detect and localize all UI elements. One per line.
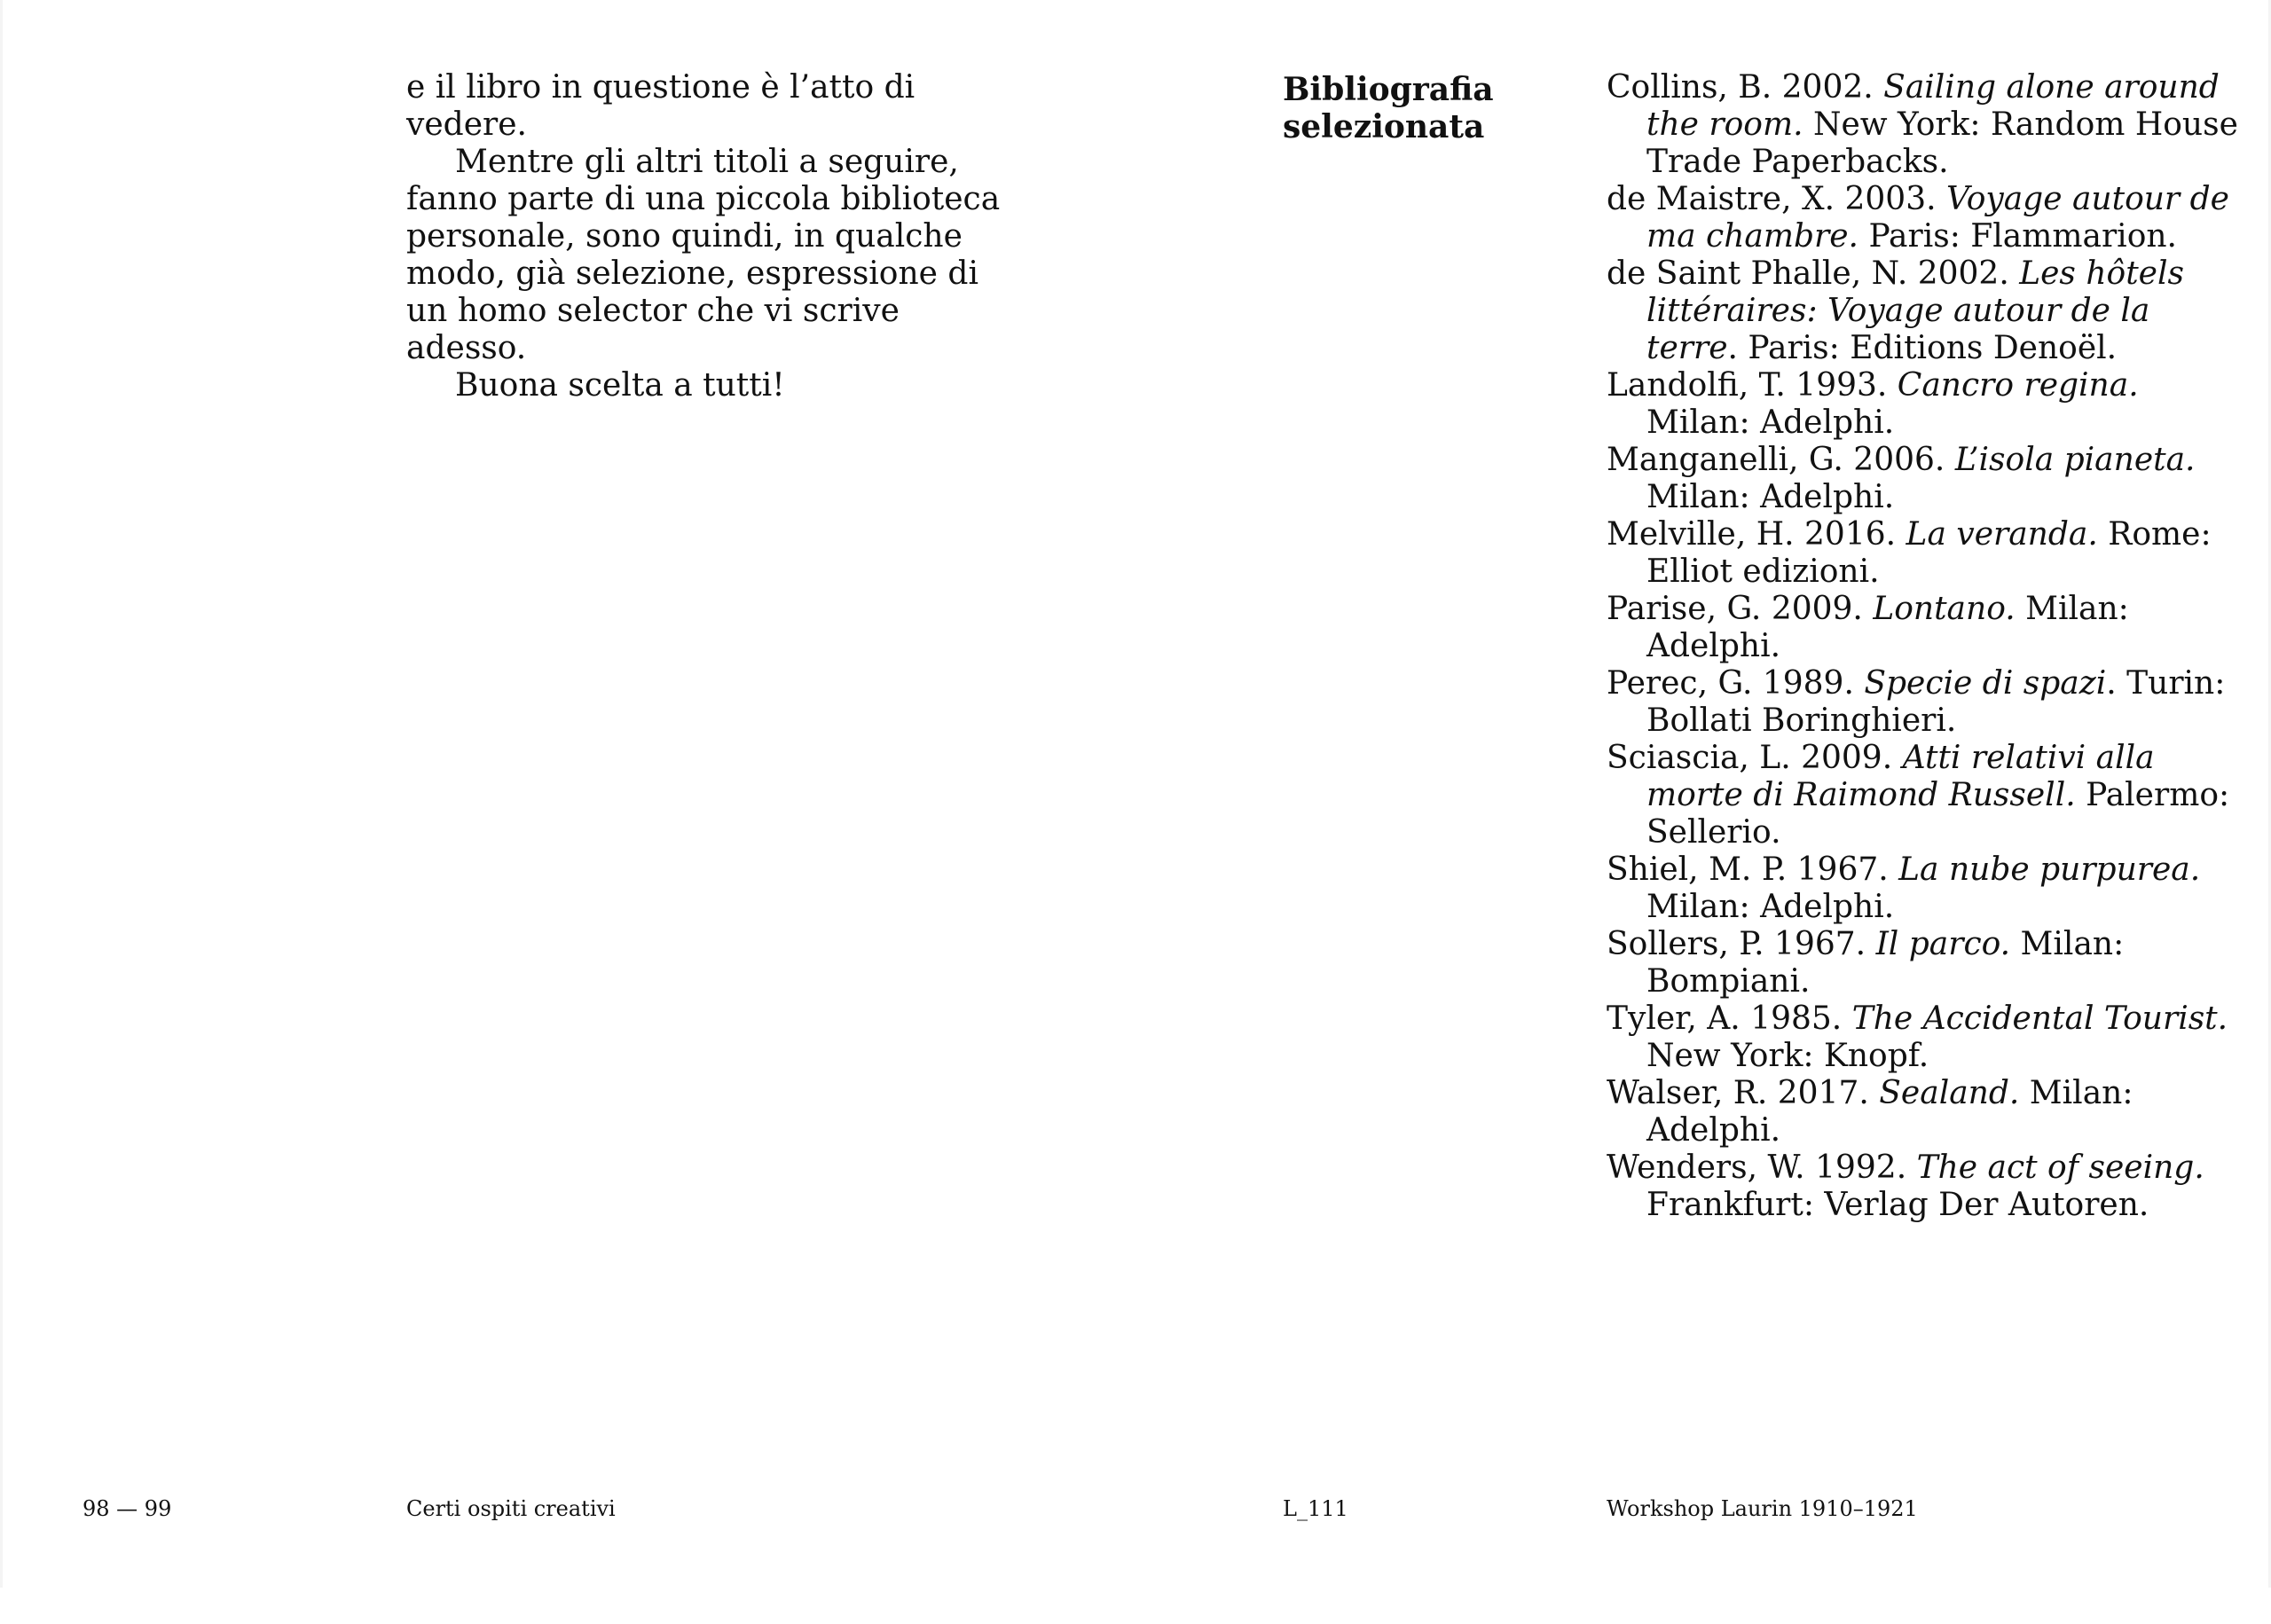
entry-title: La nube purpurea.	[1898, 851, 2201, 888]
entry-author-year: Wenders, W. 1992.	[1607, 1149, 1917, 1186]
entry-publisher: Milan: Adelphi.	[1646, 1075, 2133, 1149]
entry-author-year: Sollers, P. 1967.	[1607, 926, 1876, 962]
paragraph: Buona scelta a tutti!	[455, 367, 785, 404]
entry-title: Atti relativi alla morte di Raimond Russell.	[1646, 740, 2155, 813]
bibliography-entry	[1607, 255, 2245, 367]
entry-title: Cancro regina.	[1897, 367, 2139, 404]
entry-title: Sealand.	[1879, 1075, 2020, 1111]
bibliography-entry	[1607, 516, 2245, 591]
entry-author-year: Parise, G. 2009.	[1607, 591, 1874, 627]
entry-title: Specie di spazi	[1864, 665, 2107, 702]
paragraph: Mentre gli altri titoli a seguire, fanno parte di una piccola biblioteca personale, sono quindi, in qualche modo, già selezione, espressione di un homo selector che vi scrive adesso.	[406, 144, 1001, 366]
entry-author-year: Collins, B. 2002.	[1607, 69, 1884, 106]
entry-author-year: de Maistre, X. 2003.	[1607, 181, 1946, 217]
bibliography-entry	[1607, 591, 2245, 665]
entry-publisher: Paris: Flammarion.	[1858, 218, 2177, 255]
section-title: Certi ospiti creativi	[406, 1496, 616, 1521]
entry-title: Voyage autour de ma chambre.	[1646, 181, 2229, 255]
heading-line: Bibliografia	[1283, 71, 1494, 108]
entry-author-year: Tyler, A. 1985.	[1607, 1000, 1852, 1037]
bibliography-entry	[1607, 181, 2245, 255]
entry-publisher: New York: Random House Trade Paperbacks.	[1646, 106, 2238, 180]
entry-author-year: Perec, G. 1989.	[1607, 665, 1865, 702]
bibliography-list	[1607, 69, 2245, 1224]
bibliography-entry	[1607, 1000, 2245, 1075]
entry-author-year: Landolfi, T. 1993.	[1607, 367, 1898, 404]
entry-title: Sailing alone around the room.	[1646, 69, 2220, 143]
entry-author-year: Melville, H. 2016.	[1607, 516, 1906, 553]
entry-publisher: . Paris: Editions Denoël.	[1727, 330, 2118, 366]
page-numbers: 98 — 99	[83, 1496, 172, 1521]
bibliography-entry	[1607, 69, 2245, 181]
entry-author-year: Shiel, M. P. 1967.	[1607, 851, 1899, 888]
entry-publisher: Rome: Elliot edizioni.	[1646, 516, 2212, 590]
entry-publisher: . Turin: Bollati Boringhieri.	[1646, 665, 2226, 739]
bibliography-entry	[1607, 1075, 2245, 1149]
bibliography-entry	[1607, 740, 2245, 851]
entry-author-year: Manganelli, G. 2006.	[1607, 442, 1955, 478]
entry-title: La veranda.	[1906, 516, 2098, 553]
entry-author-year: Sciascia, L. 2009.	[1607, 740, 1903, 776]
entry-publisher: Milan: Adelphi.	[1646, 479, 1895, 515]
issue-code: L_111	[1283, 1496, 1348, 1521]
entry-publisher: Milan: Adelphi.	[1646, 889, 1895, 925]
bibliography-heading	[1283, 71, 1531, 145]
entry-publisher: Milan: Adelphi.	[1646, 404, 1895, 441]
entry-title: The Accidental Tourist.	[1851, 1000, 2228, 1037]
body-text	[406, 69, 1027, 404]
entry-title: The act of seeing.	[1916, 1149, 2204, 1186]
entry-publisher: Milan: Adelphi.	[1646, 591, 2129, 664]
bibliography-entry	[1607, 851, 2245, 926]
bibliography-entry	[1607, 367, 2245, 442]
entry-publisher: Frankfurt: Verlag Der Autoren.	[1646, 1187, 2149, 1223]
entry-title: L’isola pianeta.	[1954, 442, 2196, 478]
entry-title: Lontano.	[1873, 591, 2016, 627]
entry-publisher: New York: Knopf.	[1646, 1038, 1929, 1074]
bibliography-entry	[1607, 926, 2245, 1000]
bibliography-entry	[1607, 665, 2245, 740]
entry-title: Il parco.	[1875, 926, 2011, 962]
entry-title: Les hôtels littéraires: Voyage autour de la terre	[1646, 255, 2184, 366]
bibliography-entry	[1607, 442, 2245, 516]
entry-author-year: de Saint Phalle, N. 2002.	[1607, 255, 2020, 292]
entry-publisher: Palermo: Sellerio.	[1646, 777, 2230, 851]
entry-publisher: Milan: Bompiani.	[1646, 926, 2125, 1000]
entry-author-year: Walser, R. 2017.	[1607, 1075, 1880, 1111]
series-title: Workshop Laurin 1910–1921	[1607, 1496, 1918, 1521]
bibliography-entry	[1607, 1149, 2245, 1224]
paragraph: e il libro in questione è l’atto di vedere.	[406, 69, 915, 143]
heading-line: selezionata	[1283, 108, 1485, 145]
